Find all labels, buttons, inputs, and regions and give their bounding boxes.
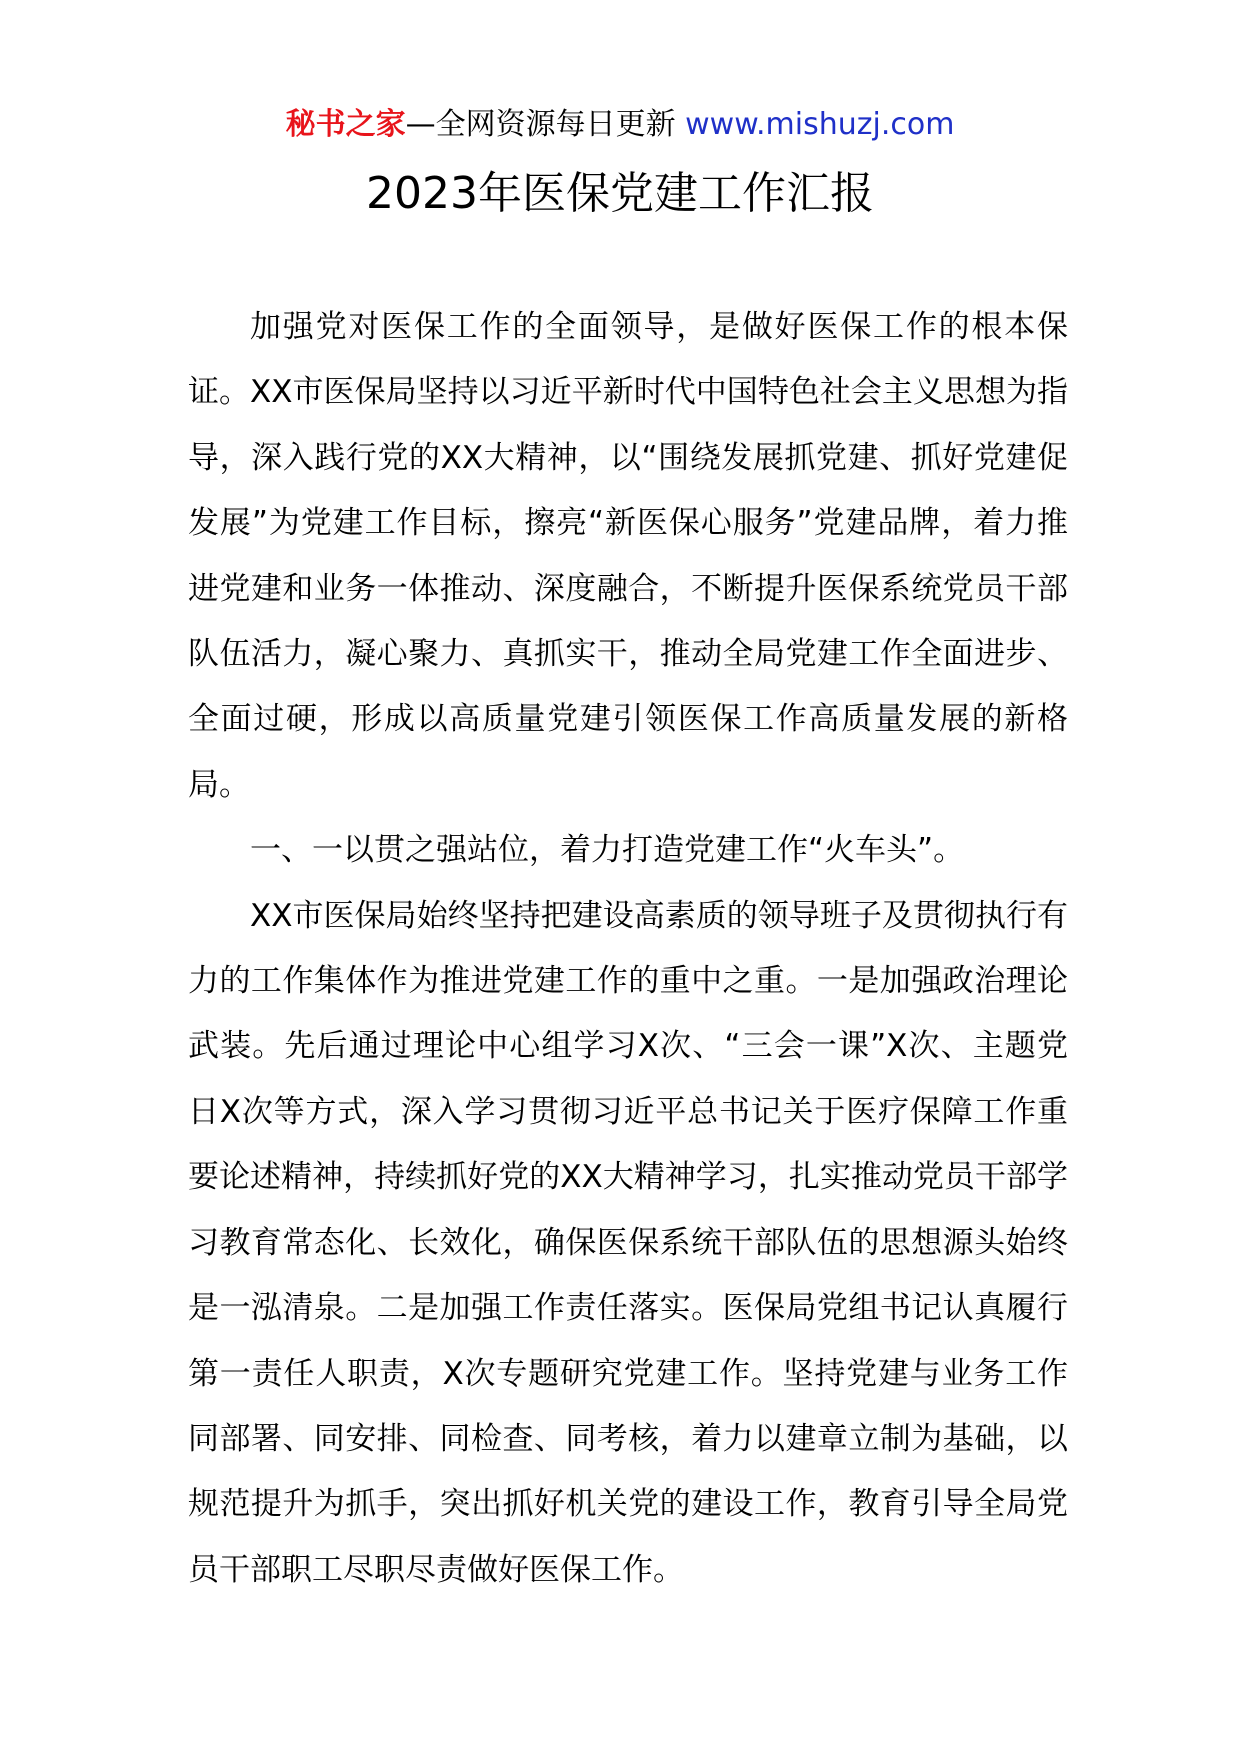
site-url: www.mishuzj.com — [685, 107, 955, 142]
document-body — [188, 295, 1068, 1603]
paragraph-intro: 加强党对医保工作的全面领导，是做好医保工作的根本保证。XX市医保局坚持以习近平新时代中国特色社会主义思想为指导，深入践行党的XX大精神，以“围绕发展抓党建、抓好党建促发展”为党建工作目标，擦亮“新医保心服务”党建品牌，着力推进党建和业务一体推动、深度融合，不断提升医保系统党员干部队伍活力，凝心聚力、真抓实干，推动全局党建工作全面进步、全面过硬，形成以高质量党建引领医保工作高质量发展的新格局。 — [188, 309, 1068, 803]
document-title: 2023年医保党建工作汇报 — [366, 168, 874, 219]
site-watermark-header — [0, 100, 1240, 150]
section-heading-1: 一、一以贯之强站位，着力打造党建工作“火车头”。 — [250, 832, 965, 869]
site-brand: 秘书之家 — [285, 107, 406, 142]
site-tagline: —全网资源每日更新 — [405, 107, 686, 142]
paragraph-section-1: XX市医保局始终坚持把建设高素质的领导班子及贯彻执行有力的工作集体作为推进党建工作的重中之重。一是加强政治理论武装。先后通过理论中心组学习X次、“三会一课”X次、主题党日X次等方式，深入学习贯彻习近平总书记关于医疗保障工作重要论述精神，持续抓好党的XX大精神学习，扎实推动党员干部学习教育常态化、长效化，确保医保系统干部队伍的思想源头始终是一泓清泉。二是加强工作责任落实。医保局党组书记认真履行第一责任人职责，X次专题研究党建工作。坚持党建与业务工作同部署、同安排、同检查、同考核，着力以建章立制为基础，以规范提升为抓手，突出抓好机关党的建设工作，教育引导全局党员干部职工尽职尽责做好医保工作。 — [188, 897, 1068, 1588]
